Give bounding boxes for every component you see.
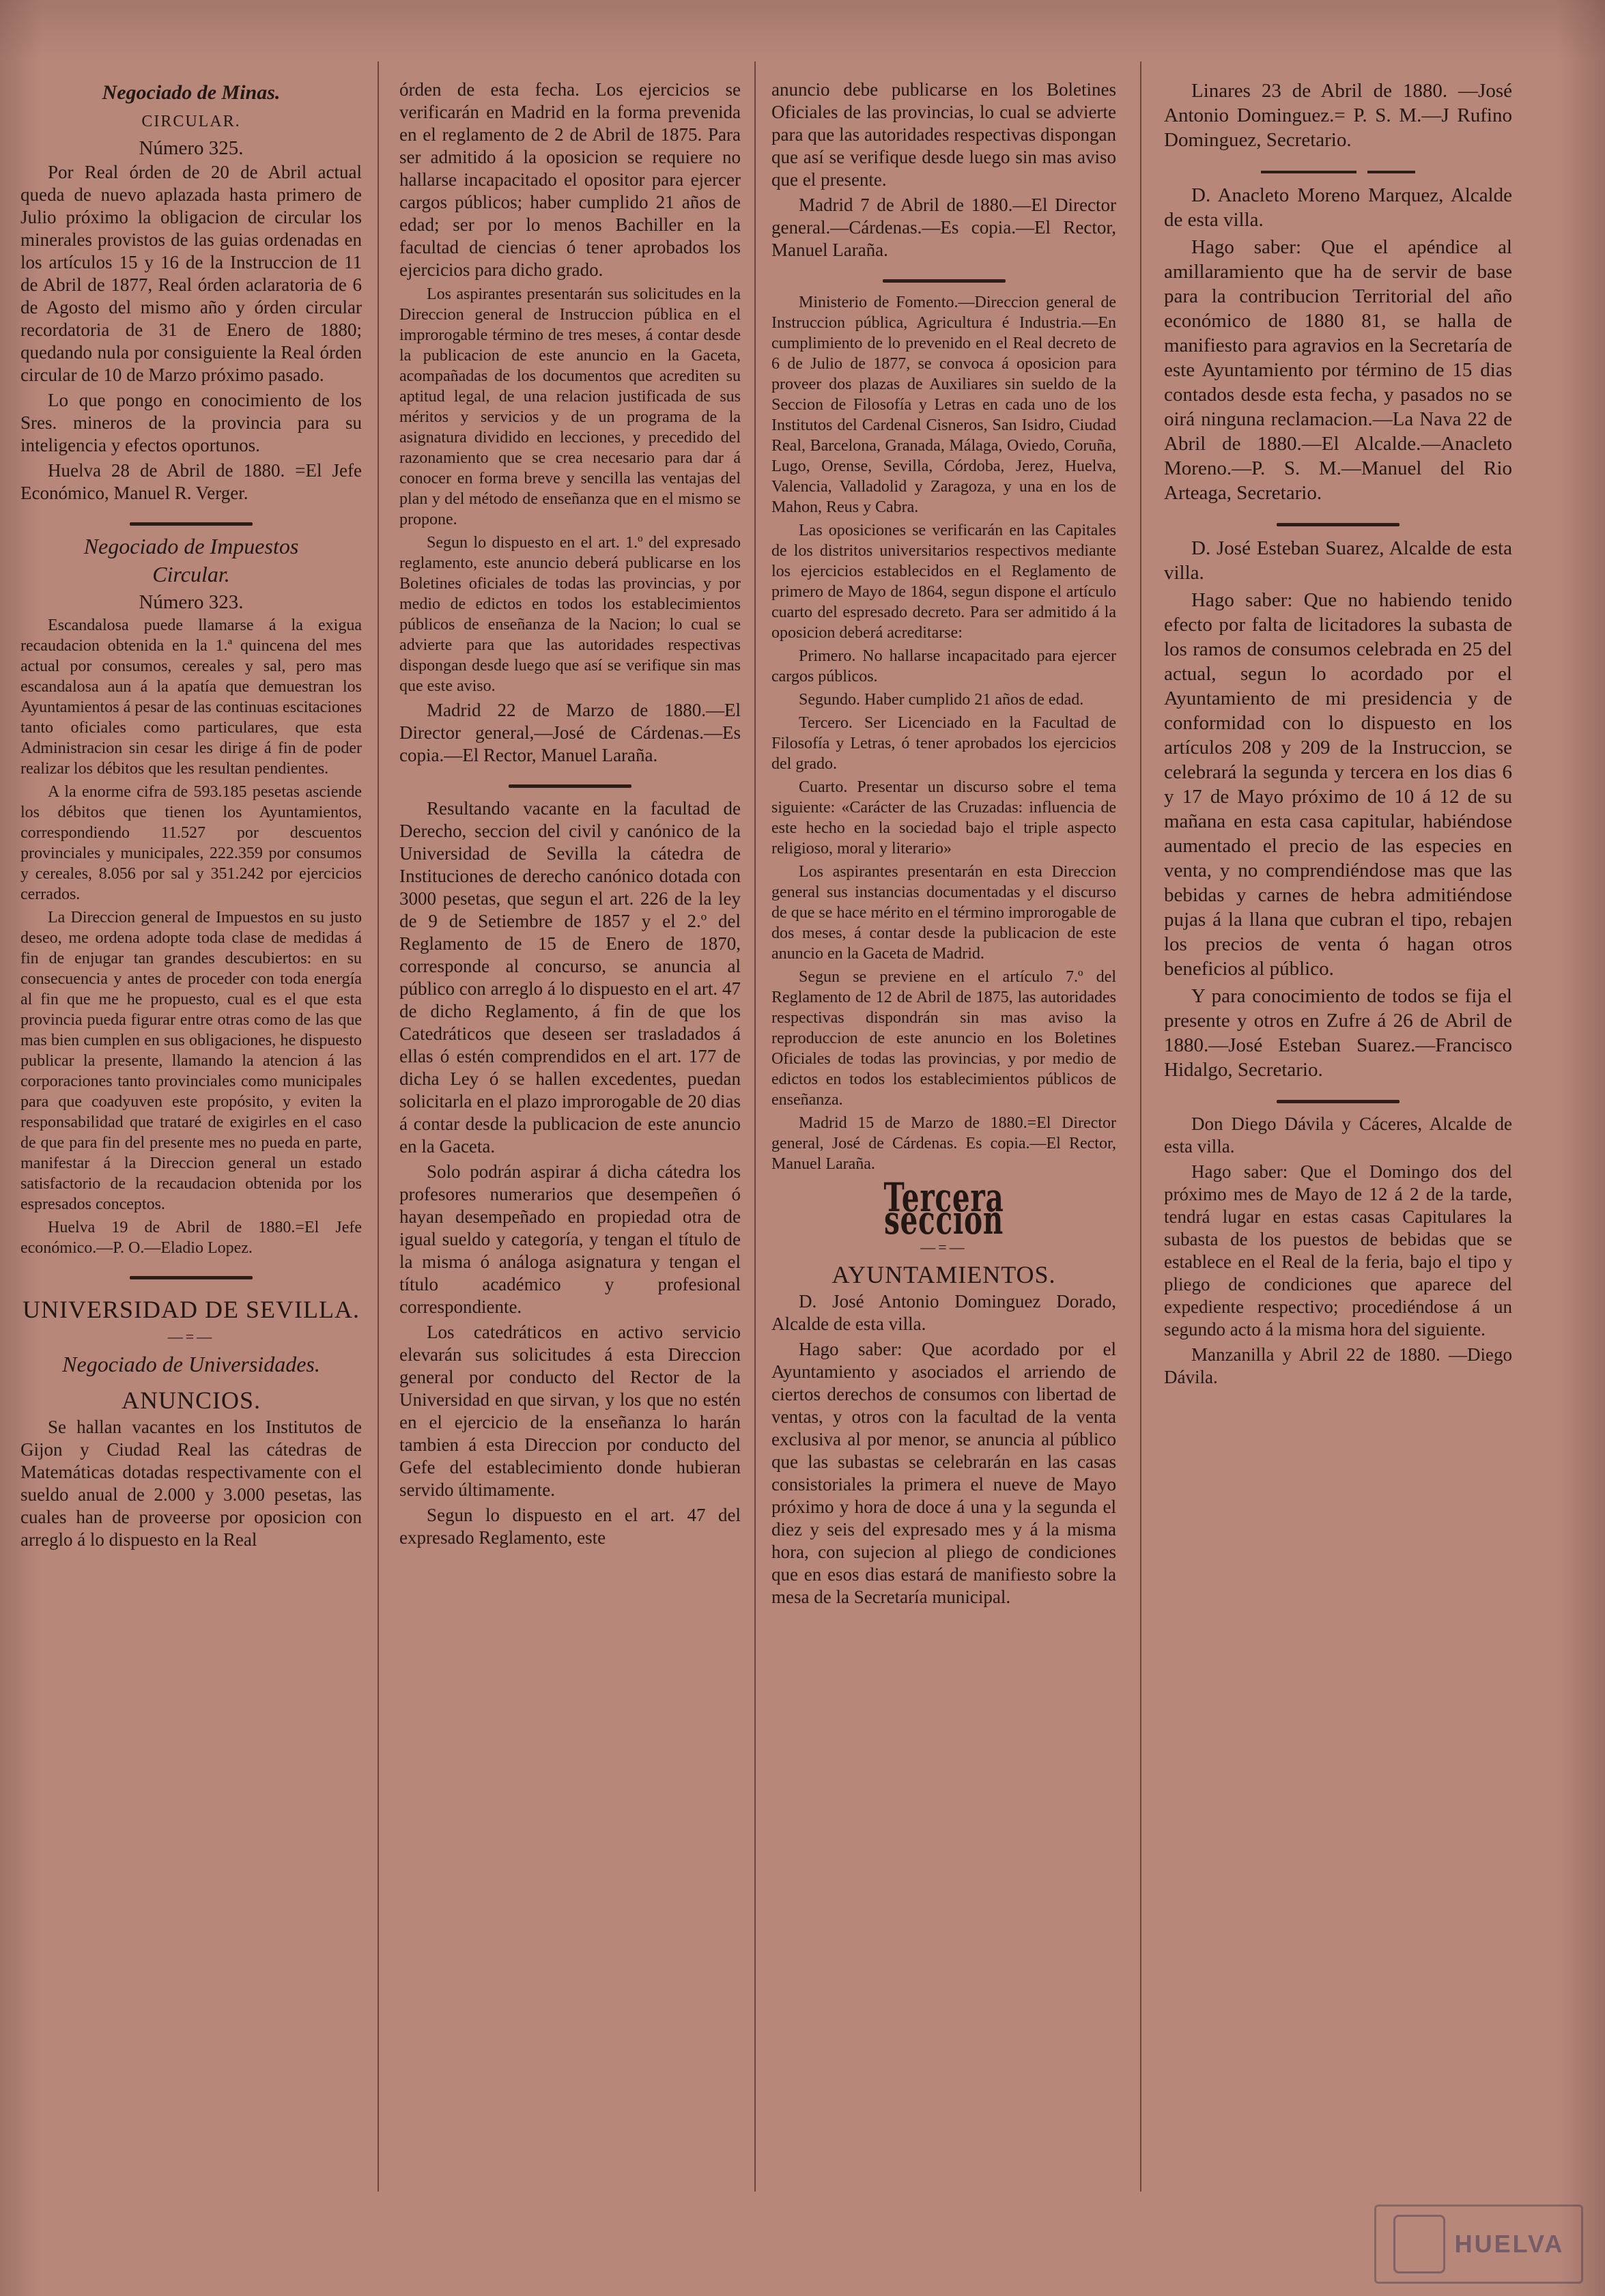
separator (20, 1262, 362, 1285)
section-heading: Negociado de Impuestos (83, 534, 299, 558)
seal-icon (1393, 2215, 1445, 2273)
section-heading: Negociado de Universidades. (62, 1352, 320, 1376)
university-heading: UNIVERSIDAD DE SEVILLA. (23, 1296, 360, 1323)
separator (771, 266, 1116, 288)
paragraph: Los catedráticos en activo servicio elevarán sus solicitudes á esta Direccion general por conducto del Rector de la Universidad en que sirvan, y los que no estén en el ejercicio de la enseñanza lo harán tambien á esta Direccion por conducto del Gefe del establecimiento donde hubieran servido últimamente. (399, 1322, 741, 1500)
paragraph: Hago saber: Que no habiendo tenido efecto por falta de licitadores la subasta de los ramos de consumos celebrada en 25 del actual, segun lo acordado por el Ayuntamiento de mi presidencia y de conformidad con lo dispuesto en los artículos 208 y 209 de la Instruccion, se celebrará la segunda y tercera en los dias 6 y 17 de Mayo próximo de 10 á 12 de su mañana en esta casa capitular, habiéndose aumentado el precio de las especies en venta, y no comprendiéndose mas que las bebidas y carnes de hebra admitiéndose pujas á la llana que cubran el tipo, rebajen los precios de venta ó hagan otros beneficios al público. (1164, 589, 1512, 980)
paragraph: Hago saber: Que acordado por el Ayuntamiento y asociados el arriendo de ciertos derechos de consumos con libertad de ventas, y otros con la facultad de la venta exclusiva al por menor, se anuncia al público que las subastas se celebrarán en las casas consistoriales la primera el nueve de Mayo próximo y hora de doce á una y la segunda el diez y seis del expresado mes y á la misma hora, con sujecion al pliego de condiciones que en esos dias estará de manifiesto sobre la mesa de la Secretaría municipal. (771, 1339, 1116, 1607)
circular-number: Número 325. (139, 137, 244, 159)
ornament: —=— (920, 1238, 967, 1256)
column-rule (754, 61, 756, 2192)
paragraph: A la enorme cifra de 593.185 pesetas asciende los débitos que tienen los Ayuntamientos, correspondiendo 11.527 por descuentos provinciales y municipales, 222.359 por consumos y cereales, 8.056 por sal y 351.242 por ejercicios cerrados. (20, 783, 362, 903)
separator (20, 509, 362, 531)
paragraph: Segun se previene en el artículo 7.º del Reglamento de 12 de Abril de 1875, las autoridades respectivas dispondrán sin mas aviso la reproduccion de este anuncio en los Boletines Oficiales de todas las provincias, y por medio de edictos en todos los establecimientos públicos de enseñanza. (771, 968, 1116, 1109)
separator (399, 771, 741, 793)
column-2 (399, 79, 741, 1552)
column-rule (378, 61, 379, 2192)
paragraph: órden de esta fecha. Los ejercicios se verificarán en Madrid en la forma prevenida en el reglamento de 2 de Abril de 1875. Para ser admitido á la oposicion se requiere no hallarse incapacitado el opositor para ejercer cargos públicos; haber cumplido 21 años de edad; ser por lo menos Bachiller en la facultad de ciencias ó tener aprobados los ejercicios para dicho grado. (399, 79, 741, 280)
paragraph: Hago saber: Que el apéndice al amillaramiento que ha de servir de base para la contribucion Territorial del año económico de 1880 81, se halla de manifiesto para agravios en la Secretaría de este Ayuntamiento por término de 15 dias contados desde esta fecha, y pasados no se oirá ninguna reclamacion.—La Nava 22 de Abril de 1880.—El Alcalde.—Anacleto Moreno.—P. S. M.—Manuel del Rio Arteaga, Secretario. (1164, 236, 1512, 504)
paragraph: Escandalosa puede llamarse á la exigua recaudacion obtenida en la 1.ª quincena del mes actual por consumos, cereales y sal, pero mas escandalosa aun á la apatía que demuestran los Ayuntamientos á pesar de las continuas escitaciones tanto oficiales como particulares, que esta Administracion sin cesar les dirige á fin de poder realizar los débitos que les resultan pendientes. (20, 616, 362, 778)
section-title: Tercera seccion (883, 1174, 1004, 1243)
paragraph: Primero. No hallarse incapacitado para ejercer cargos públicos. (771, 647, 1116, 685)
signature: Manzanilla y Abril 22 de 1880. —Diego Dávila. (1164, 1344, 1512, 1387)
column-rule (1140, 61, 1141, 2192)
paragraph: Resultando vacante en la facultad de Derecho, seccion del civil y canónico de la Universidad de Sevilla la cátedra de Instituciones de derecho canónico dotada con 3000 pesetas, que segun el art. 226 de la ley de 9 de Setiembre de 1857 y el 2.º del Reglamento de 15 de Enero de 1870, corresponde al concurso, se anuncia al público con arreglo á lo dispuesto en el art. 47 de dicho Reglamento, á fin de que los Catedráticos que deseen ser trasladados á ellas ó estén comprendidos en el art. 177 de dicha Ley ó se hallen excedentes, puedan solicitarla en el plazo improrogable de 20 dias á contar desde la publicacion de este anuncio en la Gaceta. (399, 798, 741, 1157)
paragraph: Segun lo dispuesto en el art. 1.º del expresado reglamento, este anuncio deberá publicarse en los Boletines oficiales de todas las provincias, y por medio de edictos en todos los establecimientos públicos de enseñanza de la Nacion; lo cual se advierte para que las autoridades respectivas dispongan desde luego que así se verifique sin mas que este aviso. (399, 534, 741, 695)
separator (1164, 1086, 1512, 1109)
stamp-text: HUELVA (1454, 2230, 1565, 2258)
signature: Linares 23 de Abril de 1880. —José Antonio Dominguez.= P. S. M.—J Rufino Dominguez, Secretario. (1164, 80, 1512, 151)
paragraph: Se hallan vacantes en los Institutos de Gijon y Ciudad Real las cátedras de Matemáticas dotadas respectivamente con el sueldo anual de 2.000 y 3.000 pesetas, las cuales han de proveerse por oposicion con arreglo á lo dispuesto en la Real (20, 1417, 362, 1550)
column-3 (771, 79, 1116, 1611)
archive-stamp (1374, 2205, 1583, 2284)
paragraph: Y para conocimiento de todos se fija el presente y otros en Zufre á 26 de Abril de 1880.—José Esteban Suarez.—Francisco Hidalgo, Secretario. (1164, 985, 1512, 1081)
ayuntamientos-heading: AYUNTAMIENTOS. (832, 1261, 1056, 1288)
paragraph: Segundo. Haber cumplido 21 años de edad. (799, 691, 1084, 709)
column-1 (20, 79, 362, 1554)
paragraph: Tercero. Ser Licenciado en la Facultad de Filosofía y Letras, ó tener aprobados los ejercicios del grado. (771, 714, 1116, 773)
anuncios-heading: ANUNCIOS. (121, 1387, 261, 1414)
circular-heading: Circular. (152, 562, 230, 586)
separator (1164, 509, 1512, 532)
circular-label: CIRCULAR. (141, 113, 241, 130)
paragraph: Cuarto. Presentar un discurso sobre el tema siguiente: «Carácter de las Cruzadas: influencia de este hecho en la sociedad bajo el triple aspecto religioso, moral y literario» (771, 778, 1116, 858)
paragraph: Ministerio de Fomento.—Direccion general de Instruccion pública, Agricultura é Industria.—En cumplimiento de lo prevenido en el Real decreto de 6 de Julio de 1877, se convoca á oposicion para proveer dos plazas de Auxiliares sin sueldo de la Seccion de Filosofía y Letras en cada uno de los Institutos del Cardenal Cisneros, San Isidro, Ciudad Real, Barcelona, Granada, Málaga, Oviedo, Coruña, Lugo, Orense, Sevilla, Córdoba, Jerez, Huelva, Valencia, Valladolid y Zaragoza, y una en los de Mahon, Reus y Cabra. (771, 294, 1116, 516)
paragraph: Los aspirantes presentarán en esta Direccion general sus instancias documentadas y el discurso de que se hace mérito en el término improrogable de dos meses, á contar desde la publicacion de este anuncio en la Gaceta de Madrid. (771, 863, 1116, 963)
paragraph: Solo podrán aspirar á dicha cátedra los profesores numerarios que desempeñen ó hayan desempeñado en propiedad otra de igual sueldo y categoría, y tengan el título de la misma ó análoga asignatura y tengan el título académico y profesional correspondiente. (399, 1161, 741, 1317)
separator (1164, 156, 1512, 179)
paragraph: anuncio debe publicarse en los Boletines Oficiales de las provincias, lo cual se advierte para que las autoridades respectivas dispongan que así se verifique desde luego sin mas aviso que el presente. (771, 79, 1116, 190)
column-4 (1164, 79, 1512, 1391)
signature: Huelva 19 de Abril de 1880.=El Jefe económico.—P. O.—Eladio Lopez. (20, 1219, 362, 1257)
circular-number: Número 323. (139, 591, 244, 613)
signature: Huelva 28 de Abril de 1880. =El Jefe Económico, Manuel R. Verger. (20, 460, 362, 503)
paragraph: Los aspirantes presentarán sus solicitudes en la Direccion general de Instruccion pública en el improrogable término de tres meses, á contar desde la publicacion de este anuncio en la Gaceta, acompañadas de los documentos que acrediten su aptitud legal, de una relacion justificada de sus méritos y servicios y de un programa de la asignatura dividido en lecciones, y precedido del razonamiento que se crea necesario para dar á conocer en forma breve y sencilla las ventajas del plan y del método de enseñanza que en el mismo se propone. (399, 285, 741, 528)
section-heading: Negociado de Minas. (102, 81, 281, 104)
paragraph: Don Diego Dávila y Cáceres, Alcalde de esta villa. (1164, 1114, 1512, 1157)
paragraph: Lo que pongo en conocimiento de los Sres. mineros de la provincia para su inteligencia y efectos oportunos. (20, 390, 362, 455)
paragraph: D. José Esteban Suarez, Alcalde de esta villa. (1164, 537, 1512, 584)
paragraph: Las oposiciones se verificarán en las Capitales de los distritos universitarios respectivos mediante los ejercicios establecidos en el Reglamento de primero de Mayo de 1864, segun dispone el artículo cuarto del espresado decreto. Para ser admitido á la oposicion deberá acreditarse: (771, 522, 1116, 642)
paragraph: La Direccion general de Impuestos en su justo deseo, me ordena adopte toda clase de medidas á fin de enjugar tan grandes descubiertos: en su consecuencia y antes de proceder con toda energía al fin que me he propuesto, cual es el que esta provincia pueda figurar entre otras como de las que mas bien cumplen en sus obligaciones, he dispuesto publicar la presente, llamando la atencion á las corporaciones tanto provinciales como municipales para que coadyuven este propósito, y eviten la responsabilidad que trataré de exigirles en el caso de que para fin del presente mes no pueda en parte, manifestar á la Direccion general un estado satisfactorio de la recaudacion obtenida por los espresados conceptos. (20, 909, 362, 1213)
signature: Madrid 15 de Marzo de 1880.=El Director general, José de Cárdenas. Es copia.—El Rector, Manuel Laraña. (771, 1114, 1116, 1173)
paragraph: D. Anacleto Moreno Marquez, Alcalde de esta villa. (1164, 184, 1512, 231)
paragraph: Hago saber: Que el Domingo dos del próximo mes de Mayo de 12 á 2 de la tarde, tendrá lugar en estas casas Capitulares la subasta de los puestos de bebidas que se establece en el Real de la feria, bajo el tipo y pliego de condiciones que aparece del expediente respectivo; procediéndose á un segundo acto á la misma hora del siguiente. (1164, 1161, 1512, 1340)
ornament: —=— (167, 1328, 215, 1345)
paragraph: D. José Antonio Dominguez Dorado, Alcalde de esta villa. (771, 1291, 1116, 1334)
paragraph: Por Real órden de 20 de Abril actual queda de nuevo aplazada hasta primero de Julio próximo la obligacion de circular los minerales provistos de las guias ordenadas en los artículos 15 y 16 de la Instruccion de 11 de Abril de 1877, Real órden aclaratoria de 6 de Agosto del mismo año y órden circular recordatoria de 31 de Enero de 1880; quedando nula por consiguiente la Real órden circular de 10 de Marzo próximo pasado. (20, 162, 362, 385)
signature: Madrid 22 de Marzo de 1880.—El Director general,—José de Cárdenas.—Es copia.—El Rector, Manuel Laraña. (399, 700, 741, 765)
paragraph: Segun lo dispuesto en el art. 47 del expresado Reglamento, este (399, 1505, 741, 1548)
signature: Madrid 7 de Abril de 1880.—El Director general.—Cárdenas.—Es copia.—El Rector, Manuel Laraña. (771, 195, 1116, 260)
